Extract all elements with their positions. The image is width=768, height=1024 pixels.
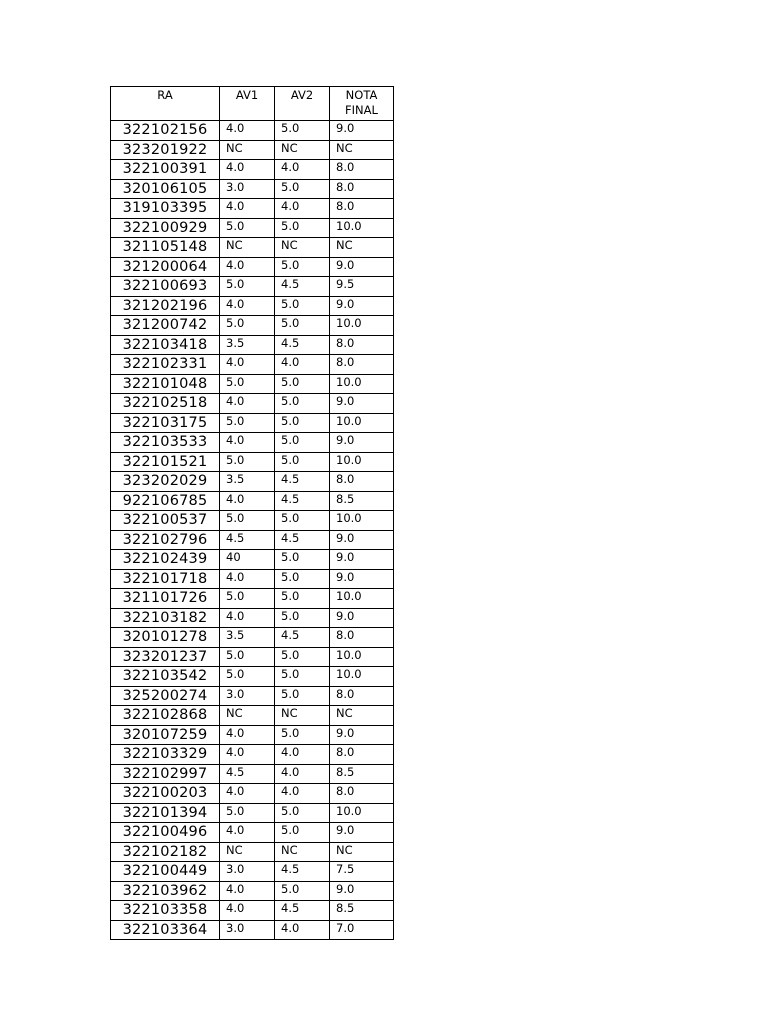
cell-av2: 5.0 — [275, 452, 330, 472]
cell-ra: 322102439 — [111, 550, 220, 570]
cell-av1: NC — [220, 238, 275, 258]
cell-nota-final: 8.0 — [330, 472, 394, 492]
grades-table-header — [111, 87, 394, 121]
cell-av1: 4.0 — [220, 725, 275, 745]
cell-ra: 922106785 — [111, 491, 220, 511]
cell-av2: 5.0 — [275, 569, 330, 589]
table-row — [111, 803, 394, 823]
cell-av2: NC — [275, 140, 330, 160]
cell-av2: 4.0 — [275, 745, 330, 765]
column-header-ra: RA — [111, 87, 220, 121]
cell-av2: 5.0 — [275, 667, 330, 687]
cell-av2: 5.0 — [275, 296, 330, 316]
table-row — [111, 745, 394, 765]
cell-nota-final: 9.0 — [330, 296, 394, 316]
cell-ra: 322100203 — [111, 784, 220, 804]
table-row — [111, 140, 394, 160]
cell-ra: 323202029 — [111, 472, 220, 492]
cell-ra: 322101394 — [111, 803, 220, 823]
cell-nota-final: NC — [330, 842, 394, 862]
cell-av2: 4.0 — [275, 920, 330, 940]
table-row — [111, 394, 394, 414]
header-row — [111, 87, 394, 121]
cell-av1: 4.5 — [220, 530, 275, 550]
cell-ra: 322102796 — [111, 530, 220, 550]
cell-av2: NC — [275, 706, 330, 726]
table-row — [111, 316, 394, 336]
cell-ra: 322101718 — [111, 569, 220, 589]
table-row — [111, 589, 394, 609]
table-row — [111, 296, 394, 316]
table-row — [111, 433, 394, 453]
cell-ra: 322102331 — [111, 355, 220, 375]
cell-ra: 323201237 — [111, 647, 220, 667]
cell-nota-final: 9.0 — [330, 550, 394, 570]
column-header-av1: AV1 — [220, 87, 275, 121]
cell-av1: 3.0 — [220, 179, 275, 199]
cell-av2: 4.5 — [275, 472, 330, 492]
cell-av1: 5.0 — [220, 277, 275, 297]
cell-av2: 5.0 — [275, 589, 330, 609]
cell-av2: 4.5 — [275, 491, 330, 511]
cell-av2: 4.0 — [275, 355, 330, 375]
cell-av2: 4.5 — [275, 277, 330, 297]
table-row — [111, 920, 394, 940]
cell-ra: 325200274 — [111, 686, 220, 706]
table-row — [111, 667, 394, 687]
cell-ra: 321105148 — [111, 238, 220, 258]
cell-av1: 4.0 — [220, 160, 275, 180]
cell-av1: 3.0 — [220, 862, 275, 882]
cell-ra: 322101521 — [111, 452, 220, 472]
cell-av1: 5.0 — [220, 511, 275, 531]
cell-av2: NC — [275, 238, 330, 258]
cell-av1: 4.0 — [220, 199, 275, 219]
cell-av1: 4.0 — [220, 121, 275, 141]
cell-nota-final: 9.0 — [330, 881, 394, 901]
table-row — [111, 842, 394, 862]
cell-av2: 5.0 — [275, 316, 330, 336]
cell-av2: 5.0 — [275, 647, 330, 667]
cell-av2: 5.0 — [275, 881, 330, 901]
cell-av2: 5.0 — [275, 413, 330, 433]
cell-av1: 5.0 — [220, 452, 275, 472]
cell-av2: 4.5 — [275, 335, 330, 355]
cell-ra: 322102518 — [111, 394, 220, 414]
cell-av1: 5.0 — [220, 316, 275, 336]
cell-av2: 5.0 — [275, 803, 330, 823]
cell-av1: 3.5 — [220, 335, 275, 355]
cell-ra: 322103358 — [111, 901, 220, 921]
table-row — [111, 823, 394, 843]
cell-av2: 5.0 — [275, 550, 330, 570]
cell-nota-final: 9.0 — [330, 823, 394, 843]
cell-av1: 4.0 — [220, 608, 275, 628]
cell-ra: 322103329 — [111, 745, 220, 765]
cell-av1: 5.0 — [220, 218, 275, 238]
cell-av2: 5.0 — [275, 257, 330, 277]
cell-av1: 4.0 — [220, 569, 275, 589]
table-row — [111, 277, 394, 297]
cell-nota-final: 10.0 — [330, 413, 394, 433]
cell-ra: 322103418 — [111, 335, 220, 355]
table-row — [111, 121, 394, 141]
table-row — [111, 257, 394, 277]
cell-ra: 322101048 — [111, 374, 220, 394]
table-row — [111, 218, 394, 238]
cell-av1: 4.0 — [220, 433, 275, 453]
cell-av1: 4.5 — [220, 764, 275, 784]
cell-ra: 322103542 — [111, 667, 220, 687]
cell-ra: 321200064 — [111, 257, 220, 277]
cell-ra: 321200742 — [111, 316, 220, 336]
cell-nota-final: 7.0 — [330, 920, 394, 940]
cell-nota-final: 9.0 — [330, 121, 394, 141]
cell-ra: 322103175 — [111, 413, 220, 433]
cell-nota-final: 8.5 — [330, 764, 394, 784]
cell-av2: 4.5 — [275, 862, 330, 882]
cell-nota-final: 10.0 — [330, 316, 394, 336]
table-row — [111, 160, 394, 180]
cell-ra: 322100537 — [111, 511, 220, 531]
cell-av1: 3.0 — [220, 686, 275, 706]
cell-ra: 322100693 — [111, 277, 220, 297]
cell-av2: 5.0 — [275, 179, 330, 199]
cell-av1: 4.0 — [220, 394, 275, 414]
table-row — [111, 881, 394, 901]
cell-nota-final: 8.5 — [330, 901, 394, 921]
cell-nota-final: NC — [330, 706, 394, 726]
cell-av1: 4.0 — [220, 823, 275, 843]
cell-av1: 5.0 — [220, 589, 275, 609]
cell-nota-final: 10.0 — [330, 667, 394, 687]
cell-nota-final: 8.0 — [330, 179, 394, 199]
grades-table — [110, 86, 394, 940]
cell-nota-final: 9.0 — [330, 608, 394, 628]
cell-nota-final: 8.0 — [330, 160, 394, 180]
table-row — [111, 238, 394, 258]
table-row — [111, 335, 394, 355]
cell-nota-final: 8.0 — [330, 335, 394, 355]
cell-av1: 4.0 — [220, 881, 275, 901]
cell-av1: 4.0 — [220, 901, 275, 921]
cell-nota-final: 10.0 — [330, 589, 394, 609]
cell-ra: 322100391 — [111, 160, 220, 180]
cell-nota-final: 10.0 — [330, 647, 394, 667]
cell-av1: 40 — [220, 550, 275, 570]
cell-av2: 5.0 — [275, 218, 330, 238]
cell-nota-final: 10.0 — [330, 374, 394, 394]
table-row — [111, 628, 394, 648]
table-row — [111, 472, 394, 492]
cell-ra: 321101726 — [111, 589, 220, 609]
cell-av1: 4.0 — [220, 745, 275, 765]
cell-av2: 4.0 — [275, 160, 330, 180]
cell-ra: 322100449 — [111, 862, 220, 882]
cell-nota-final: 9.0 — [330, 530, 394, 550]
cell-av2: 4.0 — [275, 784, 330, 804]
table-row — [111, 530, 394, 550]
cell-nota-final: 10.0 — [330, 218, 394, 238]
cell-av2: 5.0 — [275, 608, 330, 628]
cell-av2: 4.5 — [275, 530, 330, 550]
cell-nota-final: NC — [330, 238, 394, 258]
cell-av1: 3.5 — [220, 472, 275, 492]
column-header-av2: AV2 — [275, 87, 330, 121]
table-row — [111, 569, 394, 589]
cell-av2: 4.5 — [275, 628, 330, 648]
table-row — [111, 686, 394, 706]
cell-ra: 322102868 — [111, 706, 220, 726]
cell-av1: 5.0 — [220, 374, 275, 394]
cell-nota-final: 9.0 — [330, 394, 394, 414]
cell-ra: 320106105 — [111, 179, 220, 199]
table-row — [111, 901, 394, 921]
cell-nota-final: 8.0 — [330, 745, 394, 765]
cell-av2: 4.0 — [275, 199, 330, 219]
table-row — [111, 511, 394, 531]
table-row — [111, 413, 394, 433]
cell-ra: 320101278 — [111, 628, 220, 648]
table-row — [111, 725, 394, 745]
cell-ra: 322103364 — [111, 920, 220, 940]
cell-nota-final: 10.0 — [330, 452, 394, 472]
cell-av2: 5.0 — [275, 725, 330, 745]
cell-av2: NC — [275, 842, 330, 862]
cell-av2: 5.0 — [275, 511, 330, 531]
cell-ra: 321202196 — [111, 296, 220, 316]
cell-av1: 4.0 — [220, 784, 275, 804]
cell-av1: 5.0 — [220, 803, 275, 823]
cell-nota-final: 8.0 — [330, 199, 394, 219]
table-row — [111, 647, 394, 667]
cell-av1: 4.0 — [220, 257, 275, 277]
cell-av1: 4.0 — [220, 491, 275, 511]
cell-av2: 5.0 — [275, 394, 330, 414]
cell-av1: 5.0 — [220, 667, 275, 687]
cell-ra: 322100929 — [111, 218, 220, 238]
cell-ra: 319103395 — [111, 199, 220, 219]
cell-nota-final: NC — [330, 140, 394, 160]
grades-table-body — [111, 121, 394, 940]
cell-av2: 4.5 — [275, 901, 330, 921]
cell-av2: 5.0 — [275, 433, 330, 453]
table-row — [111, 706, 394, 726]
cell-av1: NC — [220, 706, 275, 726]
cell-av1: NC — [220, 842, 275, 862]
cell-av1: 3.5 — [220, 628, 275, 648]
cell-nota-final: 9.5 — [330, 277, 394, 297]
table-row — [111, 374, 394, 394]
cell-nota-final: 8.5 — [330, 491, 394, 511]
cell-ra: 322102182 — [111, 842, 220, 862]
cell-nota-final: 8.0 — [330, 686, 394, 706]
cell-ra: 323201922 — [111, 140, 220, 160]
cell-av2: 5.0 — [275, 121, 330, 141]
cell-nota-final: 10.0 — [330, 803, 394, 823]
table-row — [111, 784, 394, 804]
cell-av1: NC — [220, 140, 275, 160]
table-row — [111, 608, 394, 628]
cell-av1: 5.0 — [220, 647, 275, 667]
cell-nota-final: 9.0 — [330, 725, 394, 745]
cell-av1: 4.0 — [220, 355, 275, 375]
cell-nota-final: 10.0 — [330, 511, 394, 531]
cell-ra: 322103533 — [111, 433, 220, 453]
table-row — [111, 550, 394, 570]
cell-av2: 5.0 — [275, 374, 330, 394]
cell-nota-final: 8.0 — [330, 628, 394, 648]
cell-ra: 322102997 — [111, 764, 220, 784]
table-row — [111, 764, 394, 784]
table-row — [111, 355, 394, 375]
cell-ra: 320107259 — [111, 725, 220, 745]
cell-nota-final: 9.0 — [330, 433, 394, 453]
cell-av2: 5.0 — [275, 823, 330, 843]
cell-ra: 322103962 — [111, 881, 220, 901]
cell-nota-final: 9.0 — [330, 569, 394, 589]
cell-nota-final: 8.0 — [330, 355, 394, 375]
table-row — [111, 179, 394, 199]
cell-nota-final: 8.0 — [330, 784, 394, 804]
table-row — [111, 199, 394, 219]
table-row — [111, 862, 394, 882]
cell-av1: 3.0 — [220, 920, 275, 940]
cell-av2: 5.0 — [275, 686, 330, 706]
table-row — [111, 452, 394, 472]
cell-av1: 4.0 — [220, 296, 275, 316]
cell-ra: 322100496 — [111, 823, 220, 843]
cell-av2: 4.0 — [275, 764, 330, 784]
cell-ra: 322102156 — [111, 121, 220, 141]
cell-nota-final: 7.5 — [330, 862, 394, 882]
column-header-nota-final: NOTA FINAL — [330, 87, 394, 121]
table-row — [111, 491, 394, 511]
cell-ra: 322103182 — [111, 608, 220, 628]
cell-nota-final: 9.0 — [330, 257, 394, 277]
cell-av1: 5.0 — [220, 413, 275, 433]
